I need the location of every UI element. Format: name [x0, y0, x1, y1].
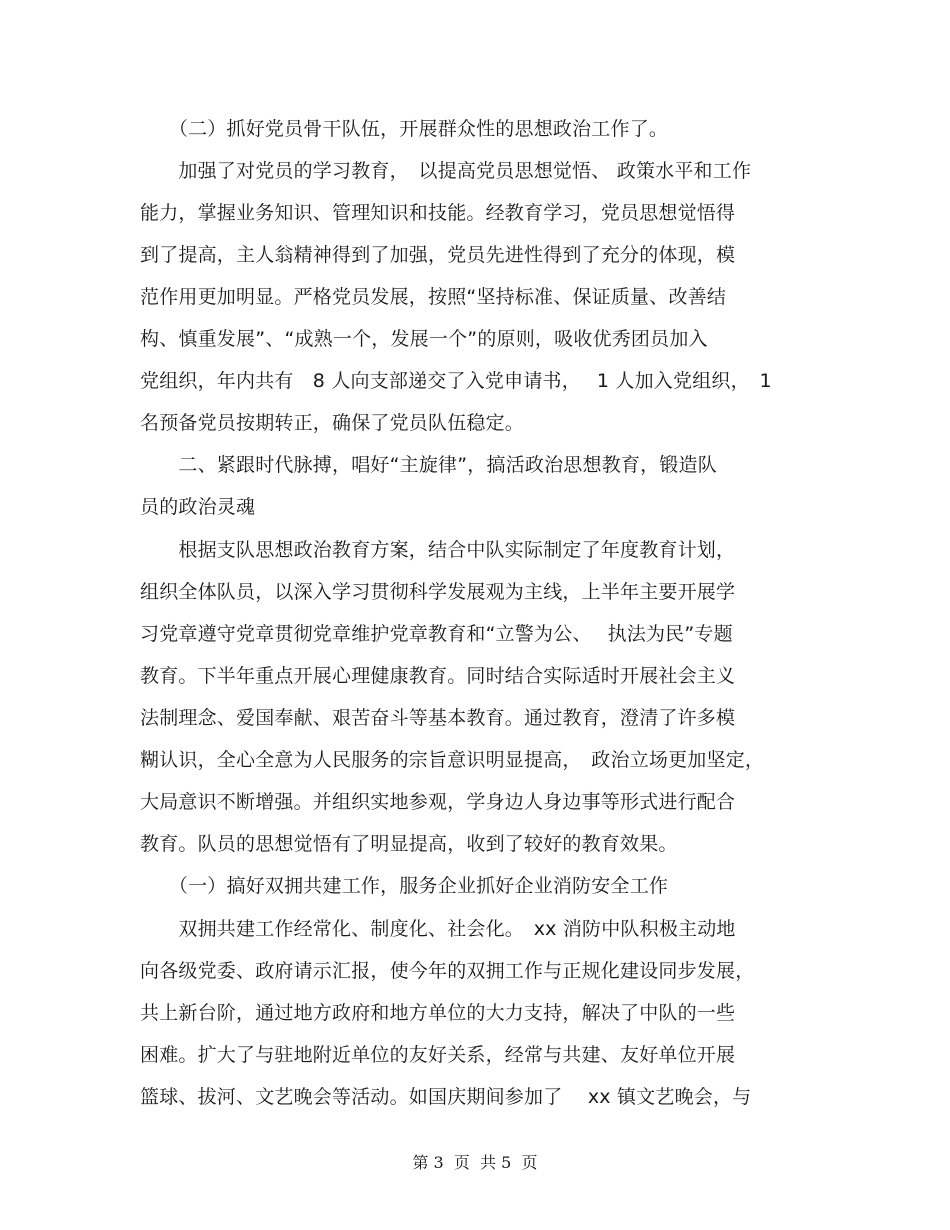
text-line: 名预备党员按期转正，确保了党员队伍稳定。	[140, 412, 525, 434]
text-line: 习党章遵守党章贯彻党章维护党章教育和“立警为公、 执法为民”专题	[140, 623, 733, 645]
text-line: 能力，掌握业务知识、管理知识和技能。经教育学习，党员思想觉悟得	[140, 202, 736, 224]
section-heading: 二、紧跟时代脉搏，唱好“主旋律”，搞活政治思想教育，锻造队	[140, 454, 717, 476]
text-line: 法制理念、爱国奉献、艰苦奋斗等基本教育。通过教育，澄清了许多模	[140, 707, 736, 729]
text-line: 到了提高，主人翁精神得到了加强，党员先进性得到了充分的体现，模	[140, 244, 736, 266]
text-line: 篮球、拔河、文艺晚会等活动。如国庆期间参加了 xx 镇文艺晚会，与	[140, 1086, 752, 1108]
page-number-footer: 第 3 页 共 5 页	[412, 1153, 538, 1172]
text-line: 双拥共建工作经常化、制度化、社会化。 xx 消防中队积极主动地	[140, 918, 736, 940]
text-line: 构、慎重发展”、“成熟一个，发展一个”的原则，吸收优秀团员加入	[140, 328, 708, 350]
text-line: 加强了对党员的学习教育， 以提高党员思想觉悟、 政策水平和工作	[140, 160, 752, 182]
text-line: 根据支队思想政治教育方案，结合中队实际制定了年度教育计划，	[140, 539, 736, 561]
text-line: 教育。队员的思想觉悟有了明显提高，收到了较好的教育效果。	[140, 833, 678, 855]
subsection-heading: （一）搞好双拥共建工作，服务企业抓好企业消防安全工作	[140, 875, 669, 897]
text-line: 范作用更加明显。严格党员发展，按照“坚持标准、保证质量、改善结	[140, 286, 727, 308]
text-line: 糊认识，全心全意为人民服务的宗旨意识明显提高， 政治立场更加坚定，	[140, 749, 765, 771]
text-line: 组织全体队员，以深入学习贯彻科学发展观为主线，上半年主要开展学	[140, 581, 736, 603]
section-heading: 员的政治灵魂	[140, 496, 256, 518]
text-line: 大局意识不断增强。并组织实地参观，学身边人身边事等形式进行配合	[140, 791, 736, 813]
text-line: （二）抓好党员骨干队伍，开展群众性的思想政治工作了。	[140, 118, 669, 140]
text-line: 向各级党委、政府请示汇报，使今年的双拥工作与正规化建设同步发展，	[140, 960, 755, 982]
text-line: 党组织，年内共有 8 人向支部递交了入党申请书， 1 人加入党组织， 1	[140, 370, 772, 392]
text-line: 共上新台阶，通过地方政府和地方单位的大力支持，解决了中队的一些	[140, 1002, 736, 1024]
text-line: 教育。下半年重点开展心理健康教育。同时结合实际适时开展社会主义	[140, 665, 736, 687]
text-line: 困难。扩大了与驻地附近单位的友好关系，经常与共建、友好单位开展	[140, 1044, 736, 1066]
